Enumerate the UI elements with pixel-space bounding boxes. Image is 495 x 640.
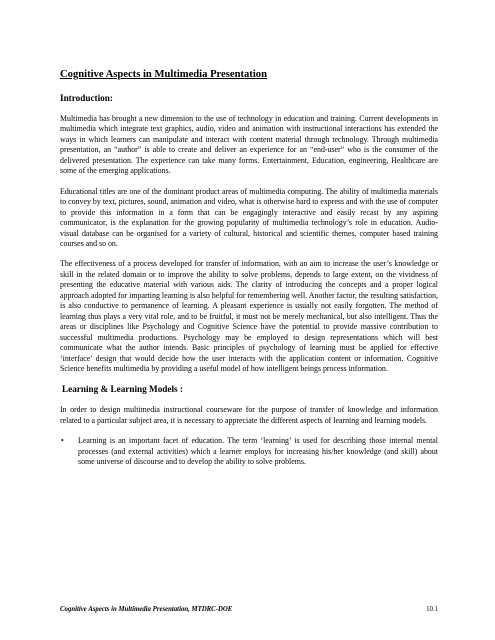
list-item bbox=[60, 436, 438, 467]
bullet-list bbox=[60, 436, 438, 467]
list-item-text: Learning is an important facet of education. The term ‘learning’ is used for describing those internal mental processes (and external activities) which a learner employs for increasing his/her knowledge (and skill) about some universe of discourse and to develop the ability to solve problems. bbox=[78, 436, 438, 467]
page-number: 10.1 bbox=[426, 606, 438, 613]
document-title: Cognitive Aspects in Multimedia Presentation bbox=[60, 69, 267, 80]
page-footer bbox=[60, 606, 438, 613]
paragraph: The effectiveness of a process developed for transfer of information, with an aim to increase the user’s knowledge or skill in the related domain or to improve the ability to solve problems, depends to large extent, on the vividness of presenting the educative material with various aids. The clarity of introducing the concepts and a proper logical approach adopted for imparting learning is also helpful for remembering well. Another factor, the resulting satisfaction, is also conductive to permanence of learning. A pleasant experience is usually not easily forgotten. The method of learning thus plays a very vital role, and to be fruitful, it must not be merely mechanical, but also intelligent. Thus the areas or disciplines like Psychology and Cognitive Science have the potential to provide massive contribution to successful multimedia productions. Psychology may be employed to design representations which will best communicate what the author intends. Basic principles of psychology of learning must be applied for effective ‘interface’ design that would decide how the user interacts with the application content or information. Cognitive Science benefits multimedia by providing a useful model of how intelligent beings process information. bbox=[60, 259, 438, 373]
section-heading-learning-models: Learning & Learning Models : bbox=[62, 384, 183, 395]
bullet-icon: • bbox=[61, 436, 64, 446]
paragraph: In order to design multimedia instructional courseware for the purpose of transfer of knowledge and information related to a particular subject area, it is necessary to appreciate the different aspects of learning and learning models. bbox=[60, 405, 438, 425]
footer-title: Cognitive Aspects in Multimedia Presentation, MTDRC-DOE bbox=[60, 606, 233, 613]
paragraph: Educational titles are one of the dominant product areas of multimedia computing. The ability of multimedia materials to convey by text, pictures, sound, animation and video, what is otherwise hard to express and with the use of computer to provide this information in a form that can be engagingly interactive and easily recast by any aspiring communicator, is the explanation for the growing popularity of multimedia technology’s role in education. Audio-visual database can be organised for a variety of cultural, historical and scientific themes, computer based training courses and so on. bbox=[60, 186, 438, 248]
paragraph: Multimedia has brought a new dimension to the use of technology in education and training. Current developments in multimedia which integrate text graphics, audio, video and animation with instructional interactions has extended the ways in which learners can manipulate and interact with content material through technology. Through multimedia presentation, an “author” is able to create and deliver an experience for an “end-user” who is the consumer of the delivered presentation. The experience can take many forms. Entertainment, Education, engineering, Healthcare are some of the emerging applications. bbox=[60, 114, 438, 176]
document-page bbox=[60, 68, 438, 468]
section-heading-introduction: Introduction: bbox=[60, 93, 113, 103]
